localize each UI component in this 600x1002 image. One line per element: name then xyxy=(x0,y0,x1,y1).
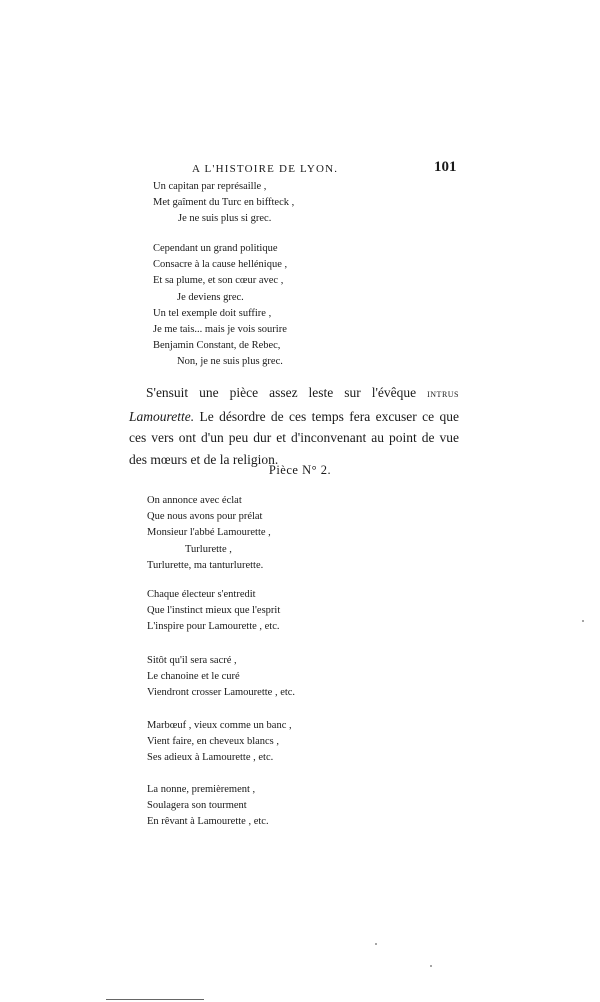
verse-line: Benjamin Constant, de Rebec, xyxy=(153,340,281,352)
piece-stanza-4 xyxy=(147,718,292,767)
verse-line: Vient faire, en cheveux blancs , xyxy=(147,736,280,748)
running-head: A L'HISTOIRE DE LYON. xyxy=(192,163,339,175)
verse-line: Un tel exemple doit suffire , xyxy=(153,307,272,319)
paper-speck xyxy=(430,965,432,967)
verse-line: Met gaîment du Turc en biffteck , xyxy=(153,197,295,209)
verse-line: Je me tais... mais je vois sourire xyxy=(153,324,287,336)
prose-smallcaps: intrus xyxy=(427,388,459,400)
verse-line: Turlurette , xyxy=(185,543,232,555)
piece-stanza-3 xyxy=(147,653,295,702)
prose-text: S'ensuit une pièce assez leste sur l'évêque xyxy=(146,385,428,400)
verse-line: Soulagera son tourment xyxy=(147,800,247,812)
verse-line: L'inspire pour Lamourette , etc. xyxy=(147,621,280,633)
piece-stanza-1 xyxy=(147,493,271,574)
paper-speck xyxy=(375,943,377,945)
piece-stanza-5 xyxy=(147,782,269,831)
prose-text: Le désordre de ces temps fera excuser ce que ces vers ont d'un peu dur et d'inconvenant au point de vue des mœurs et de la religion. xyxy=(129,408,459,467)
verse-line: Turlurette, ma tanturlurette. xyxy=(147,559,264,571)
prose-paragraph xyxy=(129,382,459,470)
verse-line: La nonne, premièrement , xyxy=(147,784,256,795)
verse-line: Monsieur l'abbé Lamourette , xyxy=(147,527,271,539)
poem-top-stanza-2 xyxy=(153,241,287,371)
poem-top-stanza-1 xyxy=(153,179,294,228)
verse-line: Cependant un grand politique xyxy=(153,243,278,254)
page-header xyxy=(0,161,600,181)
prose-italic: Lamourette. xyxy=(129,408,195,424)
verse-line: Je deviens grec. xyxy=(177,291,244,303)
verse-line: Consacre à la cause hellénique , xyxy=(153,259,288,271)
verse-line: Je ne suis plus si grec. xyxy=(178,213,272,225)
verse-line: Le chanoine et le curé xyxy=(147,671,240,683)
bottom-rule xyxy=(106,999,204,1000)
verse-line: Que nous avons pour prélat xyxy=(147,511,263,523)
piece-title: Pièce N° 2. xyxy=(268,463,332,477)
verse-line: Marbœuf , vieux comme un banc , xyxy=(147,720,292,731)
verse-line: Que l'instinct mieux que l'esprit xyxy=(147,605,281,617)
verse-line: Sitôt qu'il sera sacré , xyxy=(147,655,237,666)
verse-line: Et sa plume, et son cœur avec , xyxy=(153,275,284,287)
paper-speck xyxy=(582,620,584,622)
piece-stanza-2 xyxy=(147,587,280,636)
verse-line: Un capitan par représaille , xyxy=(153,181,267,192)
verse-line: Non, je ne suis plus grec. xyxy=(177,356,283,368)
verse-line: En rêvant à Lamourette , etc. xyxy=(147,816,269,828)
verse-line: On annonce avec éclat xyxy=(147,495,242,506)
verse-line: Viendront crosser Lamourette , etc. xyxy=(147,687,296,699)
page-number: 101 xyxy=(434,159,457,175)
verse-line: Ses adieux à Lamourette , etc. xyxy=(147,752,274,764)
verse-line: Chaque électeur s'entredit xyxy=(147,589,256,600)
